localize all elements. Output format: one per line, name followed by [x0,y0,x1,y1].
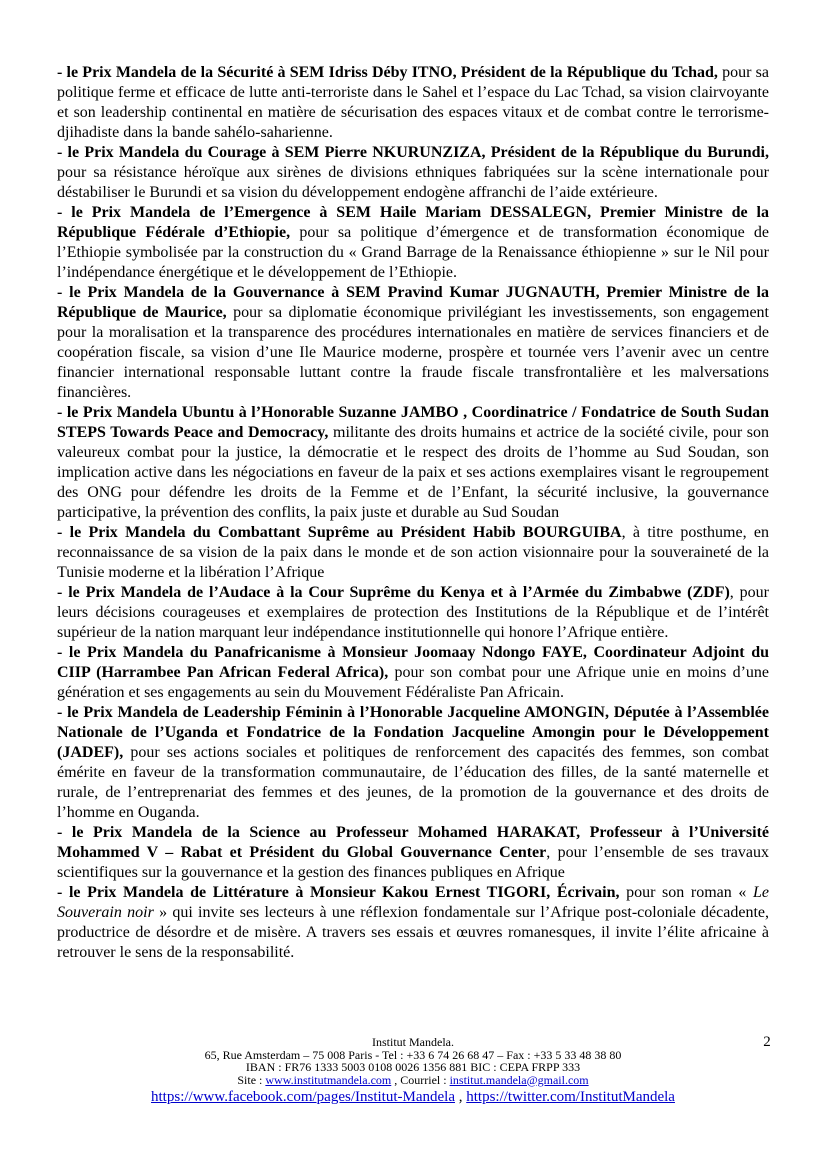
prize-paragraph [57,203,769,283]
text-run-regular: , à titre posthume, en reconnaissance de sa vision de la paix dans le monde et de son action visionnaire pour la souveraineté de la Tunisie moderne et la libération l’Afrique [57,524,770,581]
prize-paragraph [57,143,769,203]
text-run-regular: pour ses actions sociales et politiques de renforcement des capacités des femmes, son combat émérite en faveur de la transformation communautaire, de l’éducation des filles, de la santé maternelle et rurale, de l’entreprenariat des femmes et des jeunes, de la promotion de la gouvernance et des droits de l’homme en Ouganda. [57,744,769,821]
text-run-bold: - le Prix Mandela du Panafricanisme à Monsieur Joomaay Ndongo FAYE, Coordinateur Adjoint du CIIP (Harrambee Pan African Federal Africa), [57,644,769,681]
text-run-regular: pour sa politique ferme et efficace de lutte anti-terroriste dans le Sahel et l’espace du Lac Tchad, sa vision clairvoyante et son leadership continental en matière de sécurisation des espaces vitaux et de combat contre le terrorisme-djihadiste dans la bande sahélo-saharienne. [57,64,769,141]
text-run-bold: - le Prix Mandela du Courage à SEM Pierre NKURUNZIZA, Président de la République du Burundi, [57,144,769,161]
prize-paragraph [57,523,769,583]
footer [0,1036,826,1106]
facebook-link[interactable]: https://www.facebook.com/pages/Institut-Mandela [151,1089,455,1105]
prize-paragraph [57,883,769,963]
text-run-bold: - le Prix Mandela de Leadership Féminin à l’Honorable Jacqueline AMONGIN, Députée à l’Assemblée Nationale de l’Uganda et Fondatrice de la Fondation Jacqueline Amongin pour le Développement (JADEF), [57,704,769,761]
text-run-regular: , pour leurs décisions courageuses et exemplaires de protection des Institutions de la République et de l’intérêt supérieur de la nation marquant leur indépendance institutionnelle qui honore l’Afrique entière. [57,584,769,641]
text-run-bold: - le Prix Mandela de Littérature à Monsieur Kakou Ernest TIGORI, Écrivain, [57,884,620,901]
text-run-bold: - le Prix Mandela de la Sécurité à SEM Idriss Déby ITNO, Président de la République du Tchad, [57,64,718,81]
text-run-regular: militante des droits humains et actrice de la société civile, pour son valeureux combat pour la justice, la démocratie et le respect des droits de l’homme au Sud Soudan, son implication active dans les négociations en faveur de la paix et ses actions exemplaires visant le regroupement des ONG pour défendre les droits de la Femme et de l’Enfant, la sécurité inclusive, la gouvernance participative, la prévention des conflits, la paix juste et durable au Sud Soudan [57,424,770,521]
text-run-italic: Le Souverain noir [57,884,769,921]
prize-paragraph [57,63,769,143]
text-run-regular: pour son roman « [619,884,753,901]
prize-paragraph [57,283,769,403]
courriel-label: , Courriel : [391,1072,450,1087]
text-run-regular: pour son combat pour une Afrique unie en moins d’une génération et ses engagements au sein du Mouvement Fédéraliste Pan Africain. [57,664,769,701]
text-run-regular: , pour l’ensemble de ses travaux scientifiques sur la gouvernance et la gestion des finances publiques en Afrique [57,844,769,881]
site-label: Site : [237,1072,266,1087]
text-run-bold: - le Prix Mandela Ubuntu à l’Honorable Suzanne JAMBO , Coordinatrice / Fondatrice de South Sudan STEPS Towards Peace and Democracy, [57,404,769,441]
prize-paragraph [57,643,769,703]
twitter-link[interactable]: https://twitter.com/InstitutMandela [466,1089,675,1105]
footer-address-line: 65, Rue Amsterdam – 75 008 Paris - Tel : +33 6 74 26 68 47 – Fax : +33 5 33 48 38 80 [204,1047,622,1062]
prize-paragraph [57,583,769,643]
prize-paragraph [57,703,769,823]
text-run-regular: » qui invite ses lecteurs à une réflexion fondamentale sur l’Afrique post-coloniale décadente, productrice de désordre et de misère. A travers ses essais et œuvres romanesques, il invite l’élite africaine à retrouver le sens de la responsabilité. [57,904,770,961]
footer-org-name: Institut Mandela. [372,1035,454,1049]
text-run-bold: - le Prix Mandela de l’Emergence à SEM Haile Mariam DESSALEGN, Premier Ministre de la République Fédérale d’Ethiopie, [57,204,769,241]
footer-site-line [0,1074,826,1087]
text-run-regular: pour sa diplomatie économique privilégiant les investissements, son engagement pour la moralisation et la transparence des procédures internationales en matière de services financiers et de coopération fiscale, sa vision d’une Ile Maurice moderne, prospère et tournée vers l’avenir avec un centre financier international responsable luttant contre la fraude fiscale transfrontalière et les malversations financières. [57,304,770,401]
prize-paragraph [57,403,769,523]
document-body [57,63,769,963]
text-run-bold: - le Prix Mandela de la Science au Professeur Mohamed HARAKAT, Professeur à l’Université Mohammed V – Rabat et Président du Global Gouvernance Center [57,824,769,861]
page-number: 2 [763,1034,771,1050]
text-run-regular: pour sa résistance héroïque aux sirènes de divisions ethniques fabriquées sur la scène internationale pour déstabiliser le Burundi et sa vision du développement endogène affranchi de l’aide extérieure. [57,164,769,201]
text-run-regular: pour sa politique d’émergence et de transformation économique de l’Ethiopie symbolisée par la construction du « Grand Barrage de la Renaissance éthiopienne » sur le Nil pour l’indépendance énergétique et le développement de l’Ethiopie. [57,224,770,281]
text-run-bold: - le Prix Mandela de la Gouvernance à SEM Pravind Kumar JUGNAUTH, Premier Ministre de la République de Maurice, [57,284,769,321]
courriel-link[interactable]: institut.mandela@gmail.com [449,1072,589,1087]
text-run-bold: - le Prix Mandela de l’Audace à la Cour Suprême du Kenya et à l’Armée du Zimbabwe (ZDF) [57,584,730,601]
social-separator: , [454,1089,467,1105]
footer-iban-line: IBAN : FR76 1333 5003 0108 0026 1356 881 BIC : CEPA FRPP 333 [245,1060,581,1074]
site-link[interactable]: www.institutmandela.com [265,1072,392,1087]
prize-paragraph [57,823,769,883]
footer-social-line [0,1089,826,1106]
text-run-bold: - le Prix Mandela du Combattant Suprême au Président Habib BOURGUIBA [57,524,622,541]
